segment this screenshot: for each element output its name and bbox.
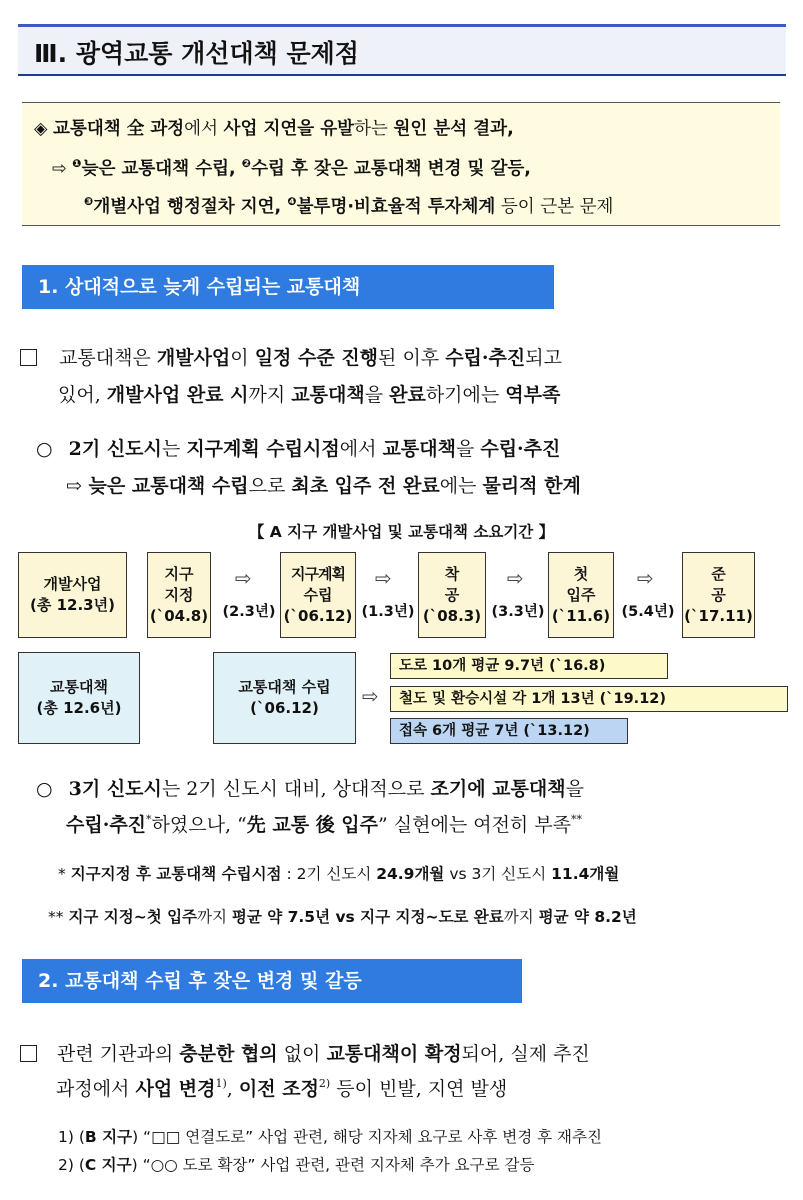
- section-2-para-line-2: [56, 1074, 507, 1101]
- section-1-bullet-2-line-2: [66, 810, 582, 837]
- text: 교통대책은: [59, 347, 157, 369]
- text: 평균 약 7.5년 vs 지구 지정~도로 완료: [231, 908, 504, 926]
- text: (`04.8): [149, 606, 209, 625]
- text: (`11.6): [551, 606, 611, 625]
- text: *: [146, 813, 152, 826]
- text: (총 12.6년): [36, 699, 122, 717]
- circle-bullet-icon: ○: [36, 438, 53, 460]
- footnote-2: [58, 1153, 534, 1175]
- square-bullet-icon: [20, 349, 37, 366]
- text: 교통대책: [382, 438, 456, 460]
- section-1-bullet-1-line-2: [66, 471, 581, 498]
- text: 없이: [277, 1043, 327, 1065]
- text: 과정에서: [56, 1078, 136, 1100]
- text: 지구: [164, 564, 194, 583]
- summary-box: [22, 102, 780, 226]
- page-title: Ⅲ. 광역교통 개선대책 문제점: [34, 39, 359, 68]
- section-1-bullet-1-line-1: [36, 434, 560, 461]
- text: 하는: [354, 119, 394, 139]
- text: 지구 지정~첫 입주: [68, 908, 198, 926]
- right-arrow-icon: ⇨: [52, 159, 67, 179]
- text: 수립·추진: [445, 347, 526, 369]
- text: B 지구: [84, 1128, 133, 1146]
- text: 지구계획: [291, 564, 345, 583]
- text: 1) (: [58, 1128, 85, 1146]
- note-1: [58, 862, 619, 884]
- result-rail: 철도 및 환승시설 각 1개 13년 (`19.12): [390, 686, 788, 712]
- summary-line-1: [34, 115, 514, 140]
- circle-bullet-icon: ○: [36, 778, 53, 800]
- text: 까지: [197, 908, 232, 926]
- section-1-para-line-1: [20, 343, 562, 370]
- text: 불투명·비효율적 투자체계: [296, 197, 496, 217]
- text: 교통대책이 확정: [326, 1043, 462, 1065]
- text: 되어, 실제 추진: [461, 1043, 590, 1065]
- text: 늦은 교통대책 수립,: [81, 159, 242, 179]
- text: 을: [364, 384, 390, 406]
- text: 준: [711, 564, 726, 583]
- right-arrow-icon: ⇨: [637, 566, 654, 590]
- number-1-icon: ❶: [72, 157, 82, 170]
- text: ) “□□ 연결도로” 사업 관련, 해당 지자체 요구로 사후 변경 후 재추진: [132, 1128, 602, 1146]
- text: 일정 수준 진행: [254, 347, 379, 369]
- text: 까지: [248, 384, 292, 406]
- number-3-icon: ❸: [84, 195, 94, 208]
- text: 교통대책: [50, 678, 108, 696]
- text: 을: [455, 438, 481, 460]
- text: 개발사업 완료 시: [106, 384, 249, 406]
- text: 관련 기관과의: [57, 1043, 180, 1065]
- text: 등이 근본 문제: [495, 197, 614, 217]
- text: 2): [318, 1077, 331, 1090]
- text: 공: [444, 585, 460, 604]
- result-road: 도로 10개 평균 9.7년 (`16.8): [390, 653, 668, 679]
- square-bullet-icon: [20, 1045, 37, 1062]
- text: 원인 분석 결과,: [393, 119, 514, 139]
- text: 3기 신도시: [68, 778, 162, 800]
- text: 사업 지연을 유발: [223, 119, 355, 139]
- text: (`06.12): [250, 699, 319, 717]
- text: 물리적 한계: [482, 475, 581, 497]
- text: (`08.3): [422, 606, 482, 625]
- text: **: [48, 908, 69, 926]
- diagram-caption: 【 A 지구 개발사업 및 교통대책 소요기간 】: [248, 523, 555, 541]
- text: 하기에는: [425, 384, 506, 406]
- text: 으로: [248, 475, 292, 497]
- result-connection: 접속 6개 평균 7년 (`13.12): [390, 718, 628, 744]
- text: 입주: [566, 585, 596, 604]
- right-arrow-icon: ⇨: [507, 566, 524, 590]
- text: 先 교통 後 입주: [246, 814, 379, 836]
- text: 까지: [503, 908, 539, 926]
- text: 이: [230, 347, 255, 369]
- text: 역부족: [505, 384, 561, 406]
- number-4-icon: ❹: [287, 195, 297, 208]
- text: 교통대책: [291, 384, 365, 406]
- step-box-first-move-in: [548, 552, 614, 638]
- text: 에는: [439, 475, 483, 497]
- text: 1): [215, 1077, 227, 1090]
- text: 있어,: [58, 384, 107, 406]
- text: 교통대책 全 과정: [53, 119, 185, 139]
- text: *: [58, 865, 71, 883]
- text: C 지구: [84, 1156, 132, 1174]
- text: 24.9개월: [376, 865, 445, 883]
- text: (총 12.3년): [30, 596, 115, 614]
- text: 2기 신도시: [68, 438, 162, 460]
- text: 에서: [184, 119, 224, 139]
- text: vs 3기 신도시: [444, 865, 552, 883]
- text: 조기에 교통대책: [430, 778, 566, 800]
- text: 사업 변경: [135, 1078, 216, 1100]
- text: 충분한 협의: [179, 1043, 278, 1065]
- note-2: [48, 905, 637, 927]
- text: 되고: [525, 347, 562, 369]
- text: ) “○○ 도로 확장” 사업 관련, 관련 지자체 추가 요구로 갈등: [131, 1156, 535, 1174]
- text: 개별사업 행정절차 지연,: [93, 197, 288, 217]
- text: 수립 후 잦은 교통대책 변경 및 갈등,: [251, 159, 531, 179]
- dev-project-box: [18, 552, 127, 638]
- text: 는: [161, 438, 187, 460]
- text: 개발사업: [43, 575, 102, 593]
- text: ” 실현에는 여전히 부족: [378, 814, 572, 836]
- text: 하였으나, “: [151, 814, 247, 836]
- title-top-rule: [18, 24, 786, 27]
- gap-label: (5.4년): [621, 604, 675, 620]
- text: 개발사업: [156, 347, 231, 369]
- text: **: [571, 813, 583, 826]
- text: (`17.11): [684, 606, 753, 625]
- diamond-bullet-icon: ◈: [34, 119, 48, 139]
- step-box-district-plan: [280, 552, 356, 638]
- text: 완료: [389, 384, 426, 406]
- text: 수립: [303, 585, 333, 604]
- section-1-para-line-2: [58, 380, 560, 407]
- text: 에서: [339, 438, 383, 460]
- text: 등이 빈발, 지연 발생: [330, 1078, 508, 1100]
- gap-label: (3.3년): [491, 604, 545, 620]
- section-2-header: 2. 교통대책 수립 후 잦은 변경 및 갈등: [22, 959, 522, 1003]
- text: 교통대책 수립: [238, 678, 331, 696]
- text: 지구계획 수립시점: [186, 438, 340, 460]
- summary-line-3: [84, 193, 613, 218]
- right-arrow-icon: ⇨: [235, 566, 252, 590]
- text: 된 이후: [378, 347, 446, 369]
- text: 첫: [573, 564, 589, 583]
- step-box-district-designation: [147, 552, 211, 638]
- text: ,: [226, 1078, 239, 1100]
- right-arrow-icon: ⇨: [362, 684, 379, 708]
- text: (`06.12): [283, 606, 353, 625]
- text: 11.4개월: [551, 865, 620, 883]
- text: 수립·추진: [66, 814, 147, 836]
- text: 는 2기 신도시 대비, 상대적으로: [161, 778, 431, 800]
- text: 지정: [164, 585, 194, 604]
- text: 착: [444, 564, 460, 583]
- text: 이전 조정: [238, 1078, 319, 1100]
- step-box-completion: [682, 552, 755, 638]
- footnote-1: [58, 1125, 602, 1147]
- text: 최초 입주 전 완료: [291, 475, 440, 497]
- right-arrow-icon: ⇨: [375, 566, 392, 590]
- summary-line-2: [52, 155, 531, 180]
- gap-label: (1.3년): [361, 604, 415, 620]
- traffic-plan-established-box: [213, 652, 356, 744]
- right-arrow-icon: ⇨: [66, 475, 82, 497]
- section-1-bullet-2-line-1: [36, 774, 584, 801]
- step-box-construction-start: [418, 552, 486, 638]
- number-2-icon: ❷: [241, 157, 252, 170]
- gap-label: (2.3년): [222, 604, 276, 620]
- text: 을: [565, 778, 584, 800]
- section-2-para-line-1: [20, 1039, 590, 1066]
- text: 2) (: [58, 1156, 85, 1174]
- traffic-plan-total-box: [18, 652, 140, 744]
- text: 수립·추진: [480, 438, 561, 460]
- text: 평균 약 8.2년: [538, 908, 637, 926]
- text: 지구지정 후 교통대책 수립시점: [70, 865, 282, 883]
- section-1-header: 1. 상대적으로 늦게 수립되는 교통대책: [22, 265, 554, 309]
- text: 공: [711, 585, 726, 604]
- text: 늦은 교통대책 수립: [81, 475, 249, 497]
- text: : 2기 신도시: [281, 865, 377, 883]
